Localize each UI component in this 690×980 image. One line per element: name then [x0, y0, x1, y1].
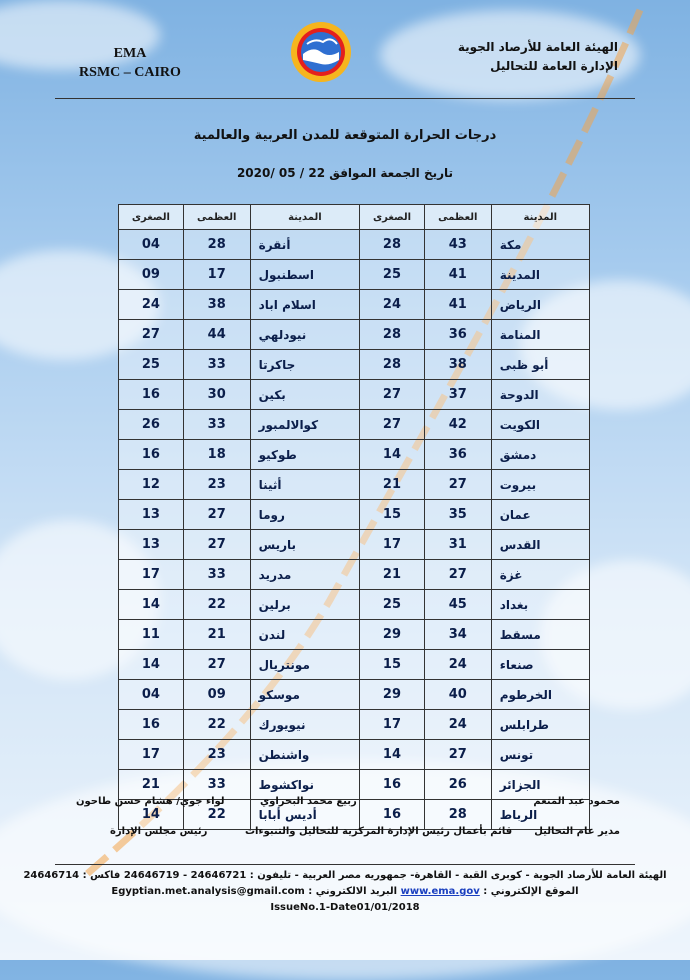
arab-min-cell: 29 [360, 620, 425, 650]
world-min-cell: 25 [119, 350, 184, 380]
world-city-cell: كوالالمبور [250, 410, 359, 440]
arab-city-cell: الخرطوم [491, 680, 589, 710]
signature-name-right: محمود عبد المنعم [533, 796, 620, 807]
world-max-cell: 22 [183, 800, 250, 830]
world-min-cell: 04 [119, 680, 184, 710]
arab-min-cell: 14 [360, 440, 425, 470]
issue-number: IssueNo.1-Date01/01/2018 [270, 902, 420, 913]
email-label: البريد الالكتروني : [308, 886, 398, 897]
arab-city-cell: طرابلس [491, 710, 589, 740]
arab-min-cell: 14 [360, 740, 425, 770]
arab-max-cell: 26 [424, 770, 491, 800]
table-row [119, 500, 590, 530]
table-row [119, 260, 590, 290]
world-max-cell: 33 [183, 350, 250, 380]
org-line-2: الإدارة العامة للتحاليل [490, 59, 618, 73]
world-city-cell: نيودلهي [250, 320, 359, 350]
world-min-cell: 12 [119, 470, 184, 500]
arab-min-cell: 27 [360, 410, 425, 440]
header-min-arab: الصغرى [360, 205, 425, 230]
world-city-cell: موسكو [250, 680, 359, 710]
arab-max-cell: 42 [424, 410, 491, 440]
arab-city-cell: عمان [491, 500, 589, 530]
arab-city-cell: بيروت [491, 470, 589, 500]
table-row [119, 770, 590, 800]
arab-city-cell: الجزائر [491, 770, 589, 800]
arab-max-cell: 36 [424, 440, 491, 470]
world-city-cell: واشنطن [250, 740, 359, 770]
world-min-cell: 16 [119, 380, 184, 410]
arab-min-cell: 21 [360, 470, 425, 500]
world-max-cell: 33 [183, 770, 250, 800]
world-min-cell: 14 [119, 800, 184, 830]
world-city-cell: اسلام اباد [250, 290, 359, 320]
world-max-cell: 38 [183, 290, 250, 320]
signature-role-right: مدير عام التحاليل [534, 826, 620, 837]
arab-city-cell: دمشق [491, 440, 589, 470]
arab-max-cell: 24 [424, 650, 491, 680]
arab-min-cell: 17 [360, 710, 425, 740]
arab-min-cell: 27 [360, 380, 425, 410]
arab-max-cell: 27 [424, 560, 491, 590]
world-min-cell: 26 [119, 410, 184, 440]
header-divider [55, 98, 635, 99]
arab-city-cell: تونس [491, 740, 589, 770]
signature-name-left: لواء جوي/ هشام حسن طاحون [76, 796, 225, 807]
table-row [119, 380, 590, 410]
arab-city-cell: القدس [491, 530, 589, 560]
agency-center: RSMC – CAIRO [79, 65, 181, 80]
world-max-cell: 30 [183, 380, 250, 410]
arab-city-cell: أبو ظبى [491, 350, 589, 380]
arab-max-cell: 37 [424, 380, 491, 410]
footer-address: الهيئة العامة للأرصاد الجوية - كوبرى القبة - القاهرة- جمهوريه مصر العربية - تليفون : 24646721 - 24646719 فاكس : 24646714 [23, 870, 667, 881]
world-city-cell: باريس [250, 530, 359, 560]
footer-divider [55, 864, 635, 865]
world-max-cell: 21 [183, 620, 250, 650]
org-line-1: الهيئة العامة للأرصاد الجوية [457, 40, 618, 54]
world-max-cell: 22 [183, 590, 250, 620]
world-min-cell: 16 [119, 710, 184, 740]
world-city-cell: مدريد [250, 560, 359, 590]
world-max-cell: 27 [183, 650, 250, 680]
arab-max-cell: 27 [424, 740, 491, 770]
table-row [119, 320, 590, 350]
arab-max-cell: 41 [424, 260, 491, 290]
arab-max-cell: 40 [424, 680, 491, 710]
world-max-cell: 18 [183, 440, 250, 470]
table-row [119, 740, 590, 770]
arab-max-cell: 41 [424, 290, 491, 320]
table-row [119, 290, 590, 320]
table-row [119, 440, 590, 470]
world-min-cell: 17 [119, 560, 184, 590]
world-max-cell: 09 [183, 680, 250, 710]
document-header [0, 0, 690, 100]
agency-short: EMA [113, 46, 147, 61]
forecast-date: تاريخ الجمعة الموافق 22 / 05 /2020 [236, 166, 454, 180]
header-max-world: العظمى [183, 205, 250, 230]
world-max-cell: 33 [183, 560, 250, 590]
world-min-cell: 14 [119, 650, 184, 680]
temperature-table [118, 204, 590, 830]
table-row [119, 680, 590, 710]
ema-logo [289, 20, 353, 84]
arab-max-cell: 24 [424, 710, 491, 740]
arab-city-cell: صنعاء [491, 650, 589, 680]
arab-min-cell: 15 [360, 650, 425, 680]
world-city-cell: أديس أبابا [250, 800, 359, 830]
table-row [119, 350, 590, 380]
world-min-cell: 13 [119, 500, 184, 530]
arab-min-cell: 28 [360, 350, 425, 380]
world-min-cell: 16 [119, 440, 184, 470]
world-min-cell: 11 [119, 620, 184, 650]
arab-min-cell: 28 [360, 230, 425, 260]
arab-city-cell: بغداد [491, 590, 589, 620]
arab-min-cell: 29 [360, 680, 425, 710]
header-max-arab: العظمى [424, 205, 491, 230]
arab-max-cell: 34 [424, 620, 491, 650]
arab-min-cell: 15 [360, 500, 425, 530]
arab-city-cell: غزة [491, 560, 589, 590]
arab-city-cell: الرباط [491, 800, 589, 830]
world-city-cell: روما [250, 500, 359, 530]
arab-min-cell: 28 [360, 320, 425, 350]
world-min-cell: 14 [119, 590, 184, 620]
world-city-cell: طوكيو [250, 440, 359, 470]
world-max-cell: 22 [183, 710, 250, 740]
arab-max-cell: 35 [424, 500, 491, 530]
table-header-row [119, 205, 590, 230]
header-min-world: الصغرى [119, 205, 184, 230]
world-max-cell: 28 [183, 230, 250, 260]
world-max-cell: 23 [183, 740, 250, 770]
arab-min-cell: 16 [360, 800, 425, 830]
world-max-cell: 27 [183, 530, 250, 560]
world-max-cell: 33 [183, 410, 250, 440]
table-row [119, 590, 590, 620]
arab-city-cell: مسقط [491, 620, 589, 650]
arab-city-cell: الرياض [491, 290, 589, 320]
arab-max-cell: 43 [424, 230, 491, 260]
table-row [119, 230, 590, 260]
ema-label [55, 44, 205, 82]
arab-min-cell: 25 [360, 260, 425, 290]
world-min-cell: 09 [119, 260, 184, 290]
table-row [119, 710, 590, 740]
arab-city-cell: المدينة [491, 260, 589, 290]
world-city-cell: برلين [250, 590, 359, 620]
website-link[interactable]: www.ema.gov [400, 886, 480, 897]
arab-max-cell: 31 [424, 530, 491, 560]
world-city-cell: جاكرتا [250, 350, 359, 380]
arab-city-cell: الدوحة [491, 380, 589, 410]
footer-contacts [0, 886, 690, 897]
arab-min-cell: 24 [360, 290, 425, 320]
world-min-cell: 27 [119, 320, 184, 350]
arab-min-cell: 25 [360, 590, 425, 620]
arab-max-cell: 28 [424, 800, 491, 830]
signature-role-left: رئيس مجلس الإدارة [110, 826, 208, 837]
world-max-cell: 27 [183, 500, 250, 530]
world-city-cell: نيويورك [250, 710, 359, 740]
world-min-cell: 13 [119, 530, 184, 560]
arab-max-cell: 27 [424, 470, 491, 500]
world-city-cell: مونتريال [250, 650, 359, 680]
world-city-cell: أثينا [250, 470, 359, 500]
arab-min-cell: 16 [360, 770, 425, 800]
page-title: درجات الحرارة المتوقعة للمدن العربية والعالمية [193, 128, 497, 143]
table-row [119, 410, 590, 440]
table-row [119, 620, 590, 650]
organization-name [458, 38, 618, 76]
world-max-cell: 44 [183, 320, 250, 350]
world-city-cell: أنقرة [250, 230, 359, 260]
arab-max-cell: 45 [424, 590, 491, 620]
signature-role-middle: قائم بأعمال رئيس الإدارة المركزية للتحاليل والتنبوءات [245, 826, 513, 837]
email-link[interactable]: Egyptian.met.analysis@gmail.com [111, 886, 305, 897]
world-min-cell: 21 [119, 770, 184, 800]
table-row [119, 530, 590, 560]
website-label: الموقع الإلكتروني : [483, 886, 579, 897]
world-min-cell: 24 [119, 290, 184, 320]
world-city-cell: لندن [250, 620, 359, 650]
table-row [119, 650, 590, 680]
world-min-cell: 17 [119, 740, 184, 770]
world-min-cell: 04 [119, 230, 184, 260]
arab-city-cell: مكة [491, 230, 589, 260]
arab-city-cell: الكويت [491, 410, 589, 440]
header-city-arab: المدينة [491, 205, 589, 230]
table-row [119, 470, 590, 500]
world-city-cell: اسطنبول [250, 260, 359, 290]
world-city-cell: بكين [250, 380, 359, 410]
world-city-cell: نواكشوط [250, 770, 359, 800]
signature-name-middle: ربيع محمد البحراوي [260, 796, 357, 807]
world-max-cell: 23 [183, 470, 250, 500]
table-body [119, 230, 590, 830]
arab-city-cell: المنامة [491, 320, 589, 350]
table-row [119, 560, 590, 590]
arab-max-cell: 36 [424, 320, 491, 350]
header-city-world: المدينة [250, 205, 359, 230]
arab-min-cell: 21 [360, 560, 425, 590]
arab-max-cell: 38 [424, 350, 491, 380]
world-max-cell: 17 [183, 260, 250, 290]
arab-min-cell: 17 [360, 530, 425, 560]
